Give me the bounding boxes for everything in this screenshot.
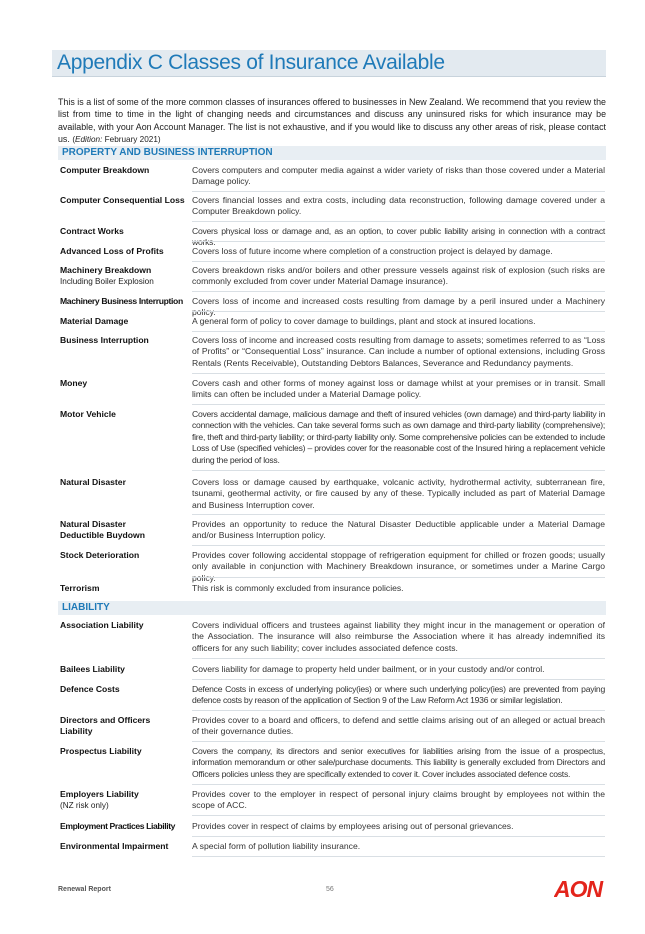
divider bbox=[192, 470, 605, 471]
divider bbox=[192, 191, 605, 192]
term: Money bbox=[60, 378, 88, 388]
divider bbox=[192, 658, 605, 659]
description: Provides an opportunity to reduce the Natural Disaster Deductible applicable under a Material Damage and/or Business Interruption policy. bbox=[192, 519, 605, 541]
intro-paragraph: This is a list of some of the more common classes of insurances offered to businesses in New Zealand. We recommend that you review the list from time to time in the light of changing needs and circumstances and discuss any uninsured risks for which insurance may be available, with your Aon Account Manager. The list is not exhaustive, and if you would like to discuss any other areas of risk, please contact us. (Edition: February 2021) bbox=[58, 97, 606, 145]
divider bbox=[192, 241, 605, 242]
term: Computer Breakdown bbox=[60, 165, 150, 175]
term: Natural Disaster bbox=[60, 477, 126, 487]
term-sub: Including Boiler Explosion bbox=[60, 277, 154, 287]
term bbox=[60, 265, 190, 288]
term bbox=[60, 789, 190, 812]
page-number: 56 bbox=[326, 886, 334, 893]
section-heading-liability: LIABILITY bbox=[58, 601, 606, 615]
term: Natural Disaster Deductible Buydown bbox=[60, 519, 145, 541]
term: Computer Consequential Loss bbox=[60, 195, 185, 205]
description: Covers loss of income and increased costs resulting from damage by a peril insured under a Machinery policy. bbox=[192, 296, 605, 318]
term-sub: (NZ risk only) bbox=[60, 801, 109, 811]
description: Covers the company, its directors and senior executives for liabilities arising from the issue of a prospectus, information memorandum or other sale/purchase documents. This liability is generally excluded from Directors and Officers policies unless they are specifically extended to cover it. Cover includes associated defence costs. bbox=[192, 746, 605, 779]
divider bbox=[192, 679, 605, 680]
description: Provides cover following accidental stoppage of refrigeration equipment for chilled or frozen goods; usually only available in conjunction with Machinery Breakdown insurance, or sometimes under a Marine Cargo policy. bbox=[192, 550, 605, 583]
divider bbox=[192, 404, 605, 405]
divider bbox=[192, 261, 605, 262]
divider bbox=[192, 577, 605, 578]
term: Stock Deterioration bbox=[60, 550, 140, 560]
description: Covers computers and computer media against a wider variety of risks than those covered under a Material Damage policy. bbox=[192, 165, 605, 187]
divider bbox=[192, 710, 605, 711]
divider bbox=[192, 545, 605, 546]
description: This risk is commonly excluded from insurance policies. bbox=[192, 583, 404, 593]
description: Defence Costs in excess of underlying policy(ies) or where such underlying policy(ies) are prevented from paying defence costs by reason of the application of Section 9 of the Law Reform Act 1936 or similar legislation. bbox=[192, 684, 605, 706]
term: Bailees Liability bbox=[60, 664, 125, 674]
term-main: Machinery Breakdown bbox=[60, 265, 152, 275]
description: Provides cover in respect of claims by employees arising out of personal grievances. bbox=[192, 821, 514, 831]
aon-logo bbox=[554, 876, 606, 900]
description: Covers cash and other forms of money against loss or damage whilst at your premises or in transit. Small limits can often be included under a Material Damage policy. bbox=[192, 378, 605, 400]
page-title: Appendix C Classes of Insurance Available bbox=[57, 51, 445, 74]
term: Environmental Impairment bbox=[60, 841, 169, 851]
divider bbox=[192, 836, 605, 837]
description: Covers loss or damage caused by earthquake, volcanic activity, hydrothermal activity, subterranean fire, tsunami, geothermal activity, or fire caused by any of these. Typically included as part of Material Damage and Business Interruption cover. bbox=[192, 477, 605, 510]
description: A general form of policy to cover damage to buildings, plant and stock at insured locations. bbox=[192, 316, 536, 326]
intro-text: This is a list of some of the more common classes of insurances offered to businesses in New Zealand. We recommend that you review the list from time to time in the light of changing needs and circumstances and discuss any uninsured risks for which insurance may be available, with your Aon Account Manager. The list is not exhaustive, and if you would like to discuss any other areas of risk, please contact us. bbox=[58, 97, 606, 145]
description: Covers liability for damage to property held under bailment, or in your custody and/or control. bbox=[192, 664, 545, 674]
term: Machinery Business Interruption bbox=[60, 296, 183, 306]
divider bbox=[192, 784, 605, 785]
divider bbox=[192, 291, 605, 292]
description: Covers physical loss or damage and, as an option, to cover public liability arising in connection with a contract works. bbox=[192, 226, 605, 248]
description: Covers loss of income and increased costs resulting from damage to assets; sometimes referred to as “Loss of Profits” or “Consequential Loss” insurance. Can include a number of optional extensions, including Gross Rentals (Rents Receivable), Outstanding Debtors Balances, Severance and Redundancy payments. bbox=[192, 335, 605, 368]
term: Employment Practices Liability bbox=[60, 821, 176, 831]
description: Provides cover to the employer in respect of personal injury claims brought by employees not within the scope of ACC. bbox=[192, 789, 605, 811]
term: Directors and Officers Liability bbox=[60, 715, 151, 737]
description: Provides cover to a board and officers, to defend and settle claims arising out of an alleged or actual breach of their governance duties. bbox=[192, 715, 605, 737]
term: Motor Vehicle bbox=[60, 409, 116, 419]
term: Contract Works bbox=[60, 226, 124, 236]
footer-report-name: Renewal Report bbox=[58, 886, 111, 893]
edition-value: February 2021 bbox=[104, 135, 158, 145]
divider bbox=[192, 373, 605, 374]
term-main: Employers Liability bbox=[60, 789, 139, 799]
description: Covers loss of future income where completion of a construction project is delayed by damage. bbox=[192, 246, 553, 256]
divider bbox=[192, 514, 605, 515]
aon-logo-text: AON bbox=[554, 876, 603, 900]
divider bbox=[192, 741, 605, 742]
term: Material Damage bbox=[60, 316, 129, 326]
description: Covers accidental damage, malicious damage and theft of insured vehicles (own damage) and third-party liability in connection with the vehicles. Can take several forms such as own damage and third-party liability (comprehensive); fire, theft and third-party liability; or third-party liability only. Some comprehensive policies can be extended to include Loss of Use (specified vehicles) – provides cover for the reasonable cost of the Insured hiring a replacement vehicle during the period of loss. bbox=[192, 409, 605, 465]
description: Covers breakdown risks and/or boilers and other pressure vessels against risk of explosion (such risks are commonly excluded from cover under Material Damage insurance). bbox=[192, 265, 605, 287]
divider bbox=[192, 311, 605, 312]
divider bbox=[192, 815, 605, 816]
term: Business Interruption bbox=[60, 335, 149, 345]
edition-label: Edition: bbox=[75, 135, 103, 145]
term: Advanced Loss of Profits bbox=[60, 246, 164, 256]
term: Terrorism bbox=[60, 583, 100, 593]
divider bbox=[192, 221, 605, 222]
term: Prospectus Liability bbox=[60, 746, 142, 756]
description: A special form of pollution liability insurance. bbox=[192, 841, 361, 851]
divider bbox=[192, 856, 605, 857]
divider bbox=[192, 331, 605, 332]
description: Covers financial losses and extra costs, including data reconstruction, following damage covered under a Computer Breakdown policy. bbox=[192, 195, 605, 217]
description: Covers individual officers and trustees against liability they might incur in the management or operation of the Association. The insurance will also reimburse the Association where it has already indemnified its officers for any such liability; cover includes associated defence costs. bbox=[192, 620, 605, 653]
term: Association Liability bbox=[60, 620, 144, 630]
page-title-bar bbox=[52, 50, 606, 77]
term: Defence Costs bbox=[60, 684, 120, 694]
section-heading-property: PROPERTY AND BUSINESS INTERRUPTION bbox=[58, 146, 606, 160]
